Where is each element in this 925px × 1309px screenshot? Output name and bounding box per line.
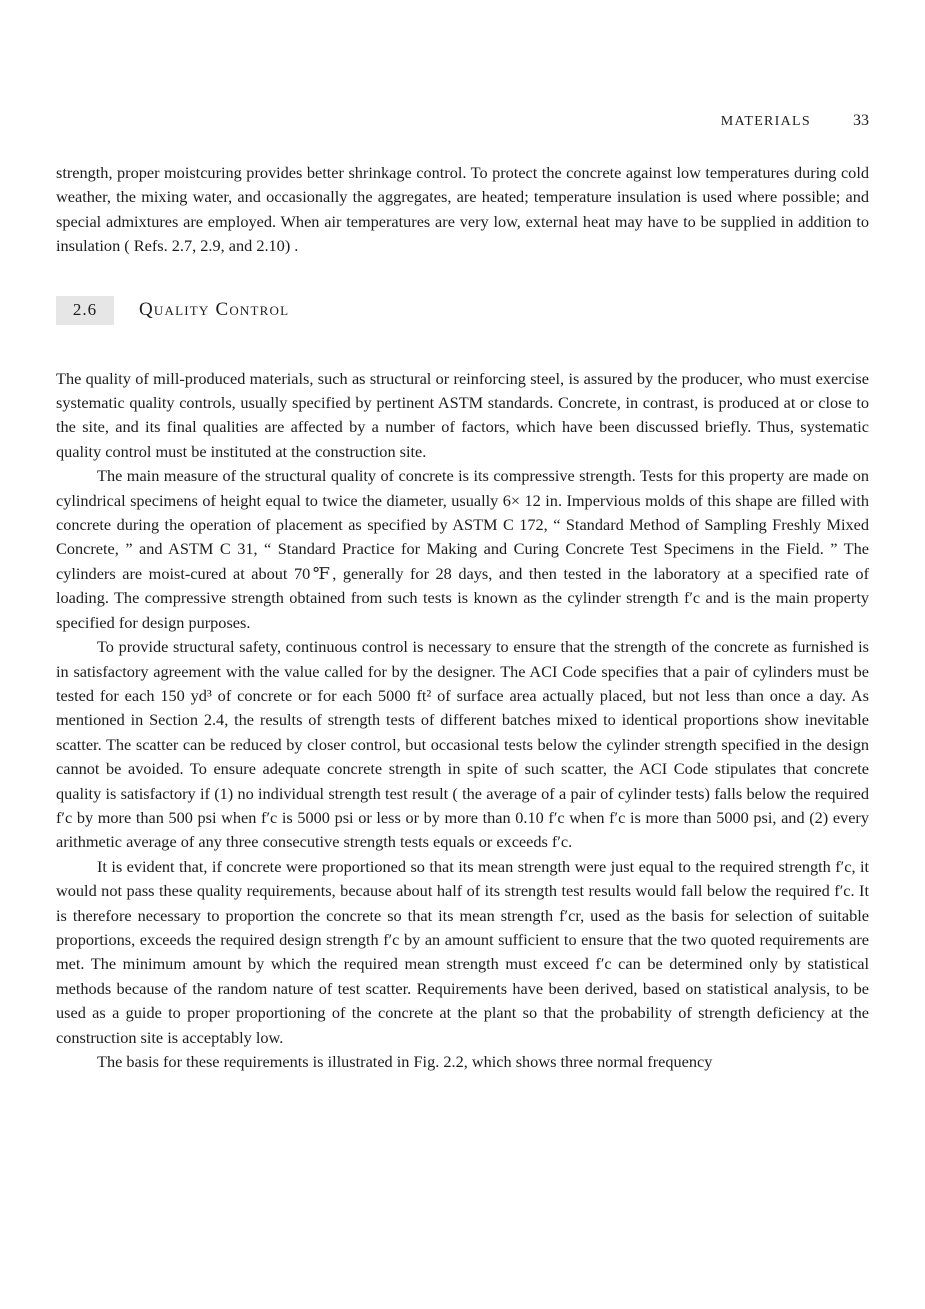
running-header bbox=[721, 112, 869, 130]
paragraph: It is evident that, if concrete were proportioned so that its mean strength were just equal to the required strength f′c, it would not pass these quality requirements, because about half of its strength test results would fall below the required f′c. It is therefore necessary to proportion the concrete so that its mean strength f′cr, used as the basis for selection of suitable proportions, exceeds the required design strength f′c by an amount sufficient to ensure that the two quoted requirements are met. The minimum amount by which the required mean strength must exceed f′c can be determined only by statistical methods because of the random nature of test scatter. Requirements have been derived, based on statistical analysis, to be used as a guide to proper proportioning of the concrete at the plant so that the probability of strength deficiency at the construction site is acceptably low. bbox=[56, 856, 869, 1047]
continued-paragraph: strength, proper moistcuring provides better shrinkage control. To protect the concrete against low temperatures during cold weather, the mixing water, and occasionally the aggregates, are heated; temperature insulation is used where possible; and special admixtures are employed. When air temperatures are very low, external heat may have to be supplied in addition to insulation ( Refs. 2.7, 2.9, and 2.10) . bbox=[56, 163, 869, 256]
paragraph: The quality of mill-produced materials, such as structural or reinforcing steel, is assured by the producer, who must exercise systematic quality controls, usually specified by pertinent ASTM standards. Concrete, in contrast, is produced at or close to the site, and its final qualities are affected by a number of factors, which have been discussed briefly. Thus, systematic quality control must be instituted at the construction site. bbox=[56, 368, 869, 461]
paragraph: The main measure of the structural quality of concrete is its compressive strength. Tests for this property are made on cylindrical specimens of height equal to twice the diameter, usually 6× 12 in. Impervious molds of this shape are filled with concrete during the operation of placement as specified by ASTM C 172, “ Standard Method of Sampling Freshly Mixed Concrete, ” and ASTM C 31, “ Standard Practice for Making and Curing Concrete Test Specimens in the Field. ” The cylinders are moist-cured at about 70℉, generally for 28 days, and then tested in the laboratory at a specified rate of loading. The compressive strength obtained from such tests is known as the cylinder strength f′c and is the main property specified for design purposes. bbox=[56, 466, 869, 632]
section-number: 2.6 bbox=[56, 296, 114, 325]
running-title: MATERIALS bbox=[720, 114, 811, 129]
page-number: 33 bbox=[853, 112, 869, 129]
section-heading bbox=[56, 296, 869, 325]
page-body bbox=[56, 161, 869, 1074]
section-title: Quality Control bbox=[139, 298, 290, 320]
paragraph: The basis for these requirements is illustrated in Fig. 2.2, which shows three normal frequency bbox=[97, 1052, 713, 1071]
paragraph: To provide structural safety, continuous control is necessary to ensure that the strength of the concrete as furnished is in satisfactory agreement with the value called for by the designer. The ACI Code specifies that a pair of cylinders must be tested for each 150 yd³ of concrete or for each 5000 ft² of surface area actually placed, but not less than once a day. As mentioned in Section 2.4, the results of strength tests of different batches mixed to identical proportions show inevitable scatter. The scatter can be reduced by closer control, but occasional tests below the cylinder strength specified in the design cannot be avoided. To ensure adequate concrete strength in spite of such scatter, the ACI Code stipulates that concrete quality is satisfactory if (1) no individual strength test result ( the average of a pair of cylinder tests) falls below the required f′c by more than 500 psi when f′c is 5000 psi or less or by more than 0.10 f′c when f′c is more than 5000 psi, and (2) every arithmetic average of any three consecutive strength tests equals or exceeds f′c. bbox=[56, 637, 869, 852]
